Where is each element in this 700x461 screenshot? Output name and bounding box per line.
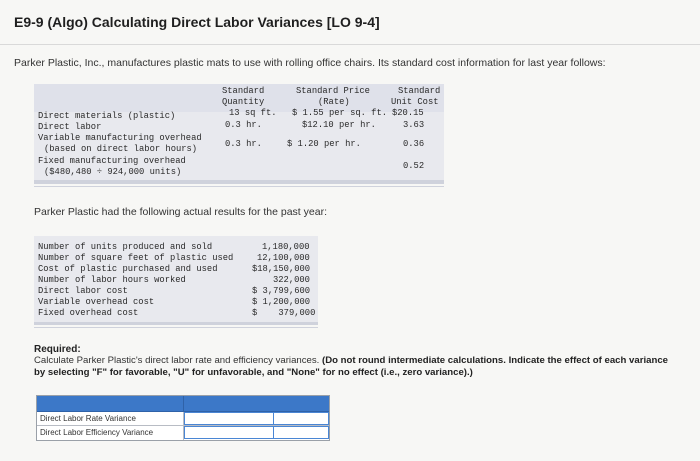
std-row-price: $ 1.20 per hr. [287,139,361,149]
answer-table-header [37,396,329,412]
std-row-unit-cost: 0.52 [403,161,425,171]
actual-row-label: Number of square feet of plastic used [38,253,234,263]
required-instructions [34,355,674,378]
title-divider [0,44,700,45]
header-unit-cost-1: Standard [398,86,441,96]
std-row-quantity: 0.3 hr. [225,120,262,130]
efficiency-variance-amount-input[interactable] [184,426,274,439]
page-title: E9-9 (Algo) Calculating Direct Labor Variances [LO 9-4] [14,14,380,30]
required-text-bold: (Do not round intermediate calculations. Indicate the effect of each variance by selecting "F" for favorable, "U" for unfavorable, and "None" for no effect (i.e., zero variance).) [34,355,668,378]
actual-table-bottom-rule [34,322,318,325]
actual-row-label: Number of labor hours worked [38,275,186,285]
actual-row-value: $18,150,000 [252,264,311,274]
standard-table-bottom-rule-2 [34,186,444,187]
std-row-price: $12.10 per hr. [302,120,376,130]
std-row-unit-cost: 0.36 [403,139,425,149]
answer-row-label: Direct Labor Rate Variance [37,412,184,425]
header-price-2: (Rate) [318,97,350,107]
std-row-price: $ 1.55 per sq. ft. [292,108,388,118]
actual-row-value: 1,180,000 [262,242,310,252]
rate-variance-effect-select[interactable] [274,412,329,425]
std-row-unit-cost: 3.63 [403,120,425,130]
required-text: Calculate Parker Plastic's direct labor rate and efficiency variances. [34,355,322,366]
std-row-label-2: ($480,480 ÷ 924,000 units) [44,167,182,177]
header-unit-cost-2: Unit Cost [391,97,439,107]
std-row-quantity: 13 sq ft. [229,108,277,118]
actual-row-value: $ 3,799,600 [252,286,311,296]
table-row [37,426,329,440]
actual-row-value: $ 1,200,000 [252,297,311,307]
efficiency-variance-effect-select[interactable] [274,426,329,439]
actual-table-bottom-rule-2 [34,327,318,328]
std-row-label: Direct labor [38,122,102,132]
actual-row-value: 12,100,000 [257,253,310,263]
std-row-label-2: (based on direct labor hours) [44,144,198,154]
std-row-label: Fixed manufacturing overhead [38,156,186,166]
actual-row-label: Fixed overhead cost [38,308,139,318]
standard-table-bottom-rule [34,180,444,184]
actual-row-label: Direct labor cost [38,286,128,296]
std-row-label: Variable manufacturing overhead [38,133,202,143]
std-row-quantity: 0.3 hr. [225,139,262,149]
header-quantity-1: Standard [222,86,265,96]
actual-row-label: Variable overhead cost [38,297,155,307]
intro-text: Parker Plastic, Inc., manufactures plastic mats to use with rolling office chairs. Its standard cost information for last year follows: [14,57,606,69]
header-price-1: Standard Price [296,86,370,96]
actual-row-value: 322,000 [273,275,310,285]
actual-row-label: Cost of plastic purchased and used [38,264,218,274]
rate-variance-amount-input[interactable] [184,412,274,425]
required-heading: Required: [34,344,81,355]
std-row-label: Direct materials (plastic) [38,111,176,121]
actual-results-intro: Parker Plastic had the following actual results for the past year: [34,206,327,218]
actual-row-label: Number of units produced and sold [38,242,213,252]
header-quantity-2: Quantity [222,97,265,107]
answer-table [36,395,330,441]
answer-row-label: Direct Labor Efficiency Variance [37,426,184,440]
actual-row-value: $ 379,000 [252,308,316,318]
table-row [37,412,329,426]
std-row-unit-cost: $20.15 [392,108,424,118]
